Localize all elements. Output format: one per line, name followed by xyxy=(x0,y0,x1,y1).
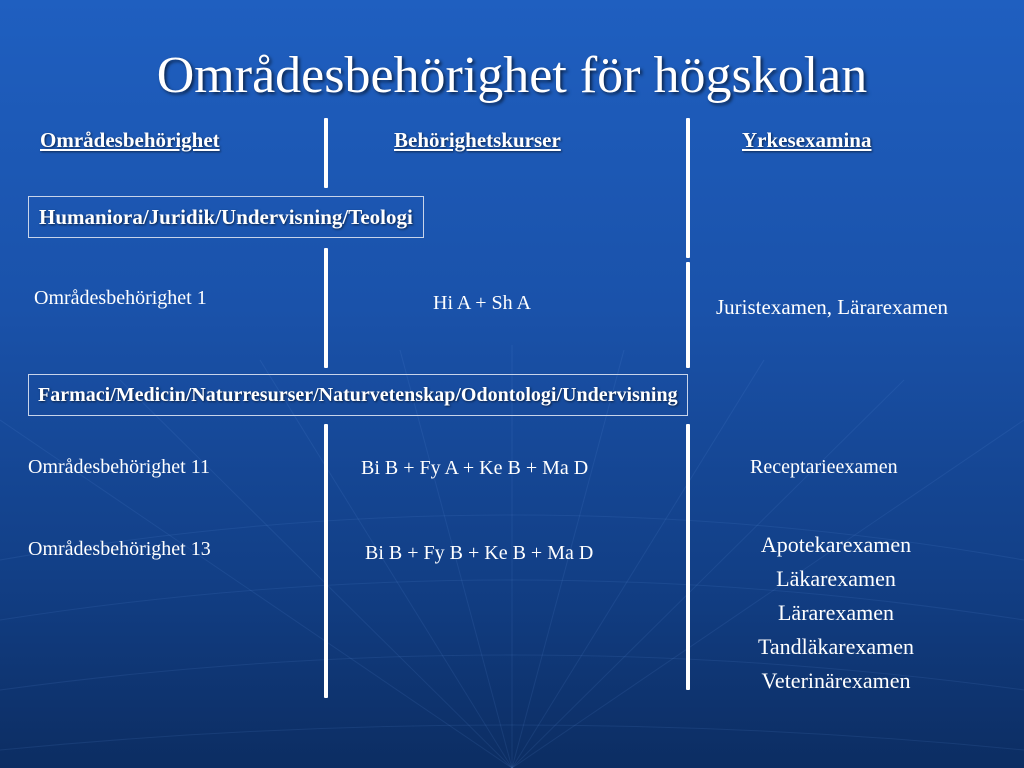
column-divider xyxy=(686,424,690,690)
column-divider xyxy=(324,248,328,368)
column-header-exams: Yrkesexamina xyxy=(742,128,872,152)
list-item: Lärarexamen xyxy=(777,600,895,625)
area-label: Områdesbehörighet 1 xyxy=(34,287,207,309)
course-requirements: Hi A + Sh A xyxy=(433,292,531,314)
list-item: Tandläkarexamen xyxy=(757,634,915,659)
column-header-area: Områdesbehörighet xyxy=(40,128,220,152)
page-title: Områdesbehörighet för högskolan xyxy=(156,47,868,104)
professional-exams: Juristexamen, Lärarexamen xyxy=(716,295,949,319)
column-divider xyxy=(686,262,690,368)
area-label: Områdesbehörighet 11 xyxy=(28,456,210,478)
section-label-humaniora: Humaniora/Juridik/Undervisning/Teologi xyxy=(28,196,424,238)
course-requirements: Bi B + Fy B + Ke B + Ma D xyxy=(365,542,594,564)
list-item: Apotekarexamen xyxy=(760,532,912,557)
list-item: Veterinärexamen xyxy=(761,668,911,693)
column-divider xyxy=(324,424,328,698)
professional-exam: Receptarieexamen xyxy=(750,456,898,478)
column-divider xyxy=(686,118,690,258)
column-header-courses: Behörighetskurser xyxy=(394,128,561,152)
list-item: Läkarexamen xyxy=(776,566,896,591)
area-label: Områdesbehörighet 13 xyxy=(28,538,211,560)
column-divider xyxy=(324,118,328,188)
section-label-farmaci: Farmaci/Medicin/Naturresurser/Naturvetenskap/Odontologi/Undervisning xyxy=(28,374,688,416)
professional-exams-list xyxy=(726,528,946,698)
course-requirements: Bi B + Fy A + Ke B + Ma D xyxy=(361,457,589,479)
